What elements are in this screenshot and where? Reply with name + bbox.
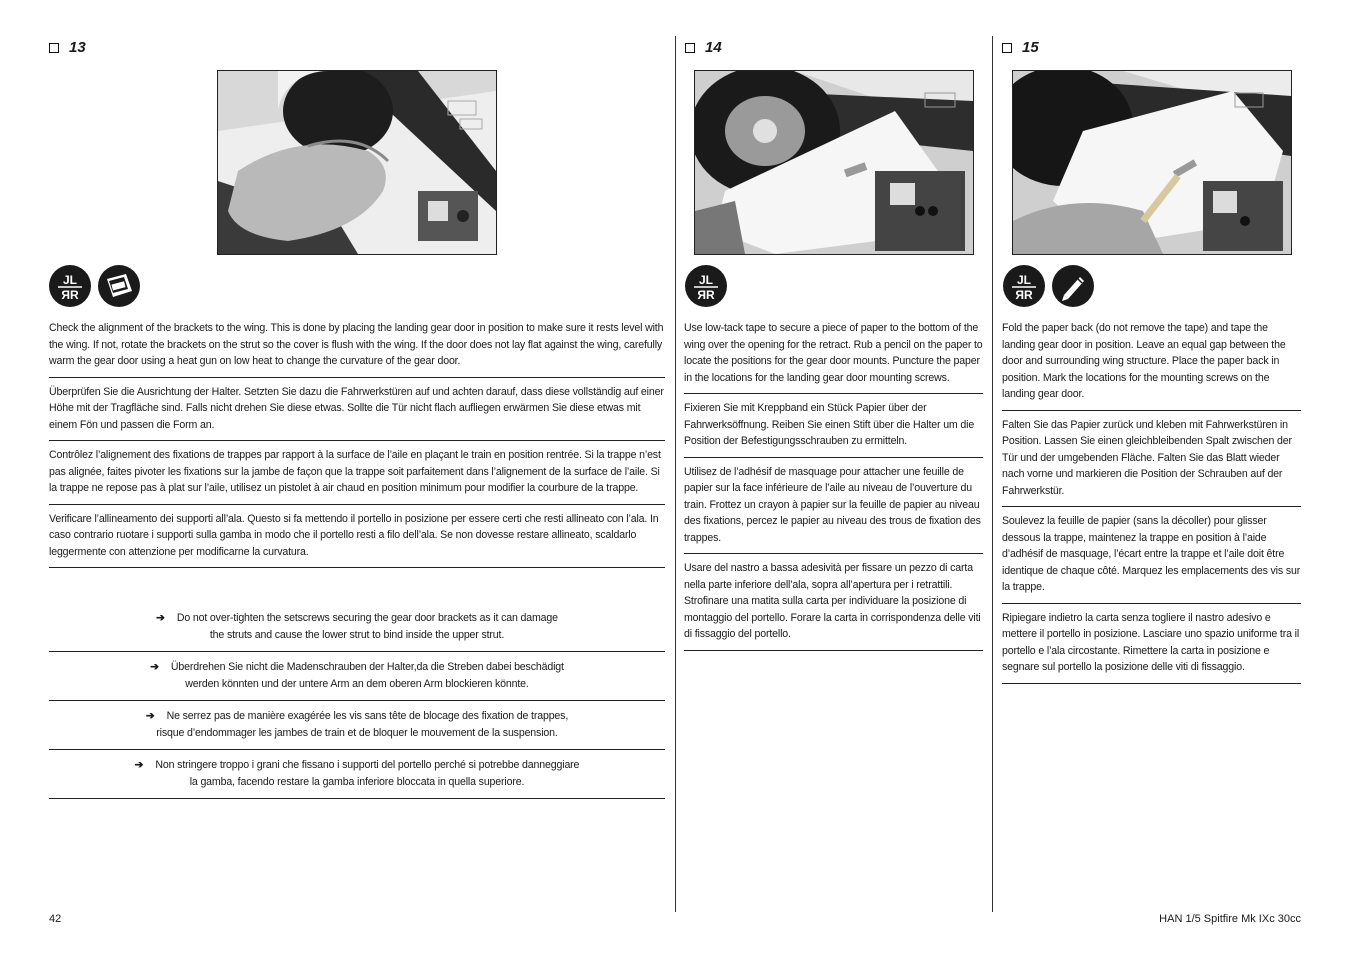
svg-text:ЯR: ЯR bbox=[697, 288, 715, 302]
step-14-paragraph-de: Fixieren Sie mit Kreppband ein Stück Papier über der Fahrwerksöffnung. Reiben Sie einen Stift über die Halter um die Position der Befestigungsschrauben zu ermitteln. bbox=[684, 394, 983, 458]
note-it-line-1: Non stringere troppo i grani che fissano i supporti del portello perché si potrebbe danneggiare bbox=[155, 759, 580, 771]
note-fr bbox=[49, 701, 665, 750]
arrow-icon: ➔ bbox=[156, 612, 165, 624]
step-15-number: 15 bbox=[1022, 39, 1039, 56]
note-it bbox=[49, 750, 665, 799]
step-13-paragraph-en: Check the alignment of the brackets to the wing. This is done by placing the landing gear door in position to make sure it rests level with the wing. If not, rotate the brackets on the strut so the cover is flush with the wing. If the door does not lay flat against the wing, carefully warm the gear door using a heat gun on low heat to change the curvature of the gear door. bbox=[49, 320, 665, 378]
step-15-header bbox=[1002, 39, 1039, 56]
step-15-paragraph-de: Falten Sie das Papier zurück und kleben mit Fahrwerkstüren in Position. Lassen Sie einen gleichbleibenden Spalt zwischen der Tür und der umgebenden Fläche. Falten Sie das Blatt wieder nach vorne und markieren die Position der Schrauben auf der Fahrwerkstür. bbox=[1002, 411, 1301, 508]
arrow-icon: ➔ bbox=[134, 759, 144, 771]
step-13-header bbox=[49, 39, 86, 56]
step-15-paragraph-it: Ripiegare indietro la carta senza togliere il nastro adesivo e mettere il portello in posizione. Lasciare uno spazio uniforme tra il portello e l’ala circostante. Rimettere la carta in posizione e segnare sul portello la posizione delle viti di fissaggio. bbox=[1002, 604, 1301, 684]
svg-text:JL: JL bbox=[1016, 273, 1032, 287]
note-de bbox=[49, 652, 665, 701]
step-14-header bbox=[685, 39, 722, 56]
svg-text:JL: JL bbox=[62, 273, 78, 287]
step-13-photo bbox=[217, 70, 497, 255]
jr-logo-icon bbox=[49, 265, 91, 307]
step-15-text bbox=[1002, 320, 1301, 684]
step-13-number: 13 bbox=[69, 39, 86, 56]
heat-gun-icon bbox=[98, 265, 140, 307]
page-number: 42 bbox=[49, 913, 62, 925]
step-14-paragraph-en: Use low-tack tape to secure a piece of paper to the bottom of the wing over the opening for the retract. Rub a pencil on the paper to locate the positions for the gear door mounts. Puncture the paper in the locations for the landing gear door mounting screws. bbox=[684, 320, 983, 394]
step-13-notes bbox=[49, 603, 665, 799]
column-divider bbox=[675, 36, 676, 912]
note-en-line-2: the struts and cause the lower strut to bind inside the upper strut. bbox=[209, 628, 505, 641]
step-15-photo bbox=[1012, 70, 1292, 255]
step-13-paragraph-de: Überprüfen Sie die Ausrichtung der Halter. Setzten Sie dazu die Fahrwerkstüren auf und achten darauf, dass diese vollständig auf einer Höhe mit der Tragfläche sind. Falls nicht drehen Sie diese etwas. Sollte die Tür nicht flach aufliegen erwärmen Sie diese etwas mit einem Fön und passen die Form an. bbox=[49, 378, 665, 442]
step-14-number: 14 bbox=[705, 39, 722, 56]
step-14-checkbox[interactable] bbox=[685, 43, 695, 53]
note-it-line-2: la gamba, facendo restare la gamba inferiore bloccata in quella superiore. bbox=[189, 775, 525, 788]
step-13-checkbox[interactable] bbox=[49, 43, 59, 53]
step-14-text bbox=[684, 320, 983, 651]
jr-logo-icon bbox=[685, 265, 727, 307]
svg-text:ЯR: ЯR bbox=[1015, 288, 1033, 302]
step-15-checkbox[interactable] bbox=[1002, 43, 1012, 53]
note-fr-line-1: Ne serrez pas de manière exagérée les vis sans tête de blocage des fixation de trappes, bbox=[166, 710, 569, 722]
note-de-line-2: werden könnten und der untere Arm an dem oberen Arm blockieren könnte. bbox=[185, 677, 529, 690]
note-fr-line-2: risque d’endommager les jambes de train et de bloquer le mouvement de la suspension. bbox=[156, 726, 558, 739]
step-15-paragraph-en: Fold the paper back (do not remove the tape) and tape the landing gear door in position. Leave an equal gap between the door and surrounding wing structure. Place the paper back in position. Mark the locations for the mounting screws on the landing gear door. bbox=[1002, 320, 1301, 411]
note-en bbox=[49, 603, 665, 652]
pen-icon bbox=[1052, 265, 1094, 307]
step-13-paragraph-it: Verificare l’allineamento dei supporti all’ala. Questo si fa mettendo il portello in posizione per essere certi che resti allineato con l’ala. In caso contrario ruotare i supporti sulla gamba in modo che il portello resti a filo dell’ala. Se non dovesse restare allineato, scaldarlo leggermente con attenzione per modificarne la curvatura. bbox=[49, 505, 665, 569]
note-en-line-1: Do not over-tighten the setscrews securing the gear door brackets as it can damage bbox=[176, 612, 558, 624]
arrow-icon: ➔ bbox=[145, 710, 155, 722]
step-13-text bbox=[49, 320, 665, 568]
svg-text:JL: JL bbox=[698, 273, 714, 287]
step-13-paragraph-fr: Contrôlez l’alignement des fixations de trappes par rapport à la surface de l’aile en plaçant le train en position rentrée. Si la trappe n’est pas alignée, faites pivoter les fixations sur la jambe de façon que la trappe soit parfaitement dans l’alignement de la surface de l’aile. Si la trappe ne repose pas à plat sur l’aile, utilisez un pistolet à air chaud en position minimum pour modifier la courbure de la trappe. bbox=[49, 441, 665, 505]
step-15-paragraph-fr: Soulevez la feuille de papier (sans la décoller) pour glisser dessous la trappe, maintenez la trappe en position à l’aide d’adhésif de masquage, l’écart entre la trappe et l’aile doit être identique de chaque côté. Marquez les emplacements des vis sur la trappe. bbox=[1002, 507, 1301, 604]
step-14-photo bbox=[694, 70, 974, 255]
note-de-line-1: Überdrehen Sie nicht die Madenschrauben der Halter,da die Streben dabei beschädigt bbox=[170, 661, 564, 673]
column-divider bbox=[992, 36, 993, 912]
arrow-icon: ➔ bbox=[150, 661, 159, 673]
step-14-paragraph-it: Usare del nastro a bassa adesività per fissare un pezzo di carta nella parte inferiore dell’ala, sopra all’apertura per i retrattili. Strofinare una matita sulla carta per individuare la posizione di montaggio del portello. Forare la carta in corrispondenza delle viti di fissaggio del portello. bbox=[684, 554, 983, 651]
svg-text:ЯR: ЯR bbox=[61, 288, 79, 302]
product-name: HAN 1/5 Spitfire Mk IXc 30cc bbox=[1159, 913, 1301, 925]
step-14-paragraph-fr: Utilisez de l’adhésif de masquage pour attacher une feuille de papier sur la face inférieure de l’aile au niveau de l’ouverture du train. Frottez un crayon à papier sur la feuille de papier au niveau des fixations, percez le papier au niveau des trous de fixation des trappes. bbox=[684, 458, 983, 555]
jr-logo-icon bbox=[1003, 265, 1045, 307]
